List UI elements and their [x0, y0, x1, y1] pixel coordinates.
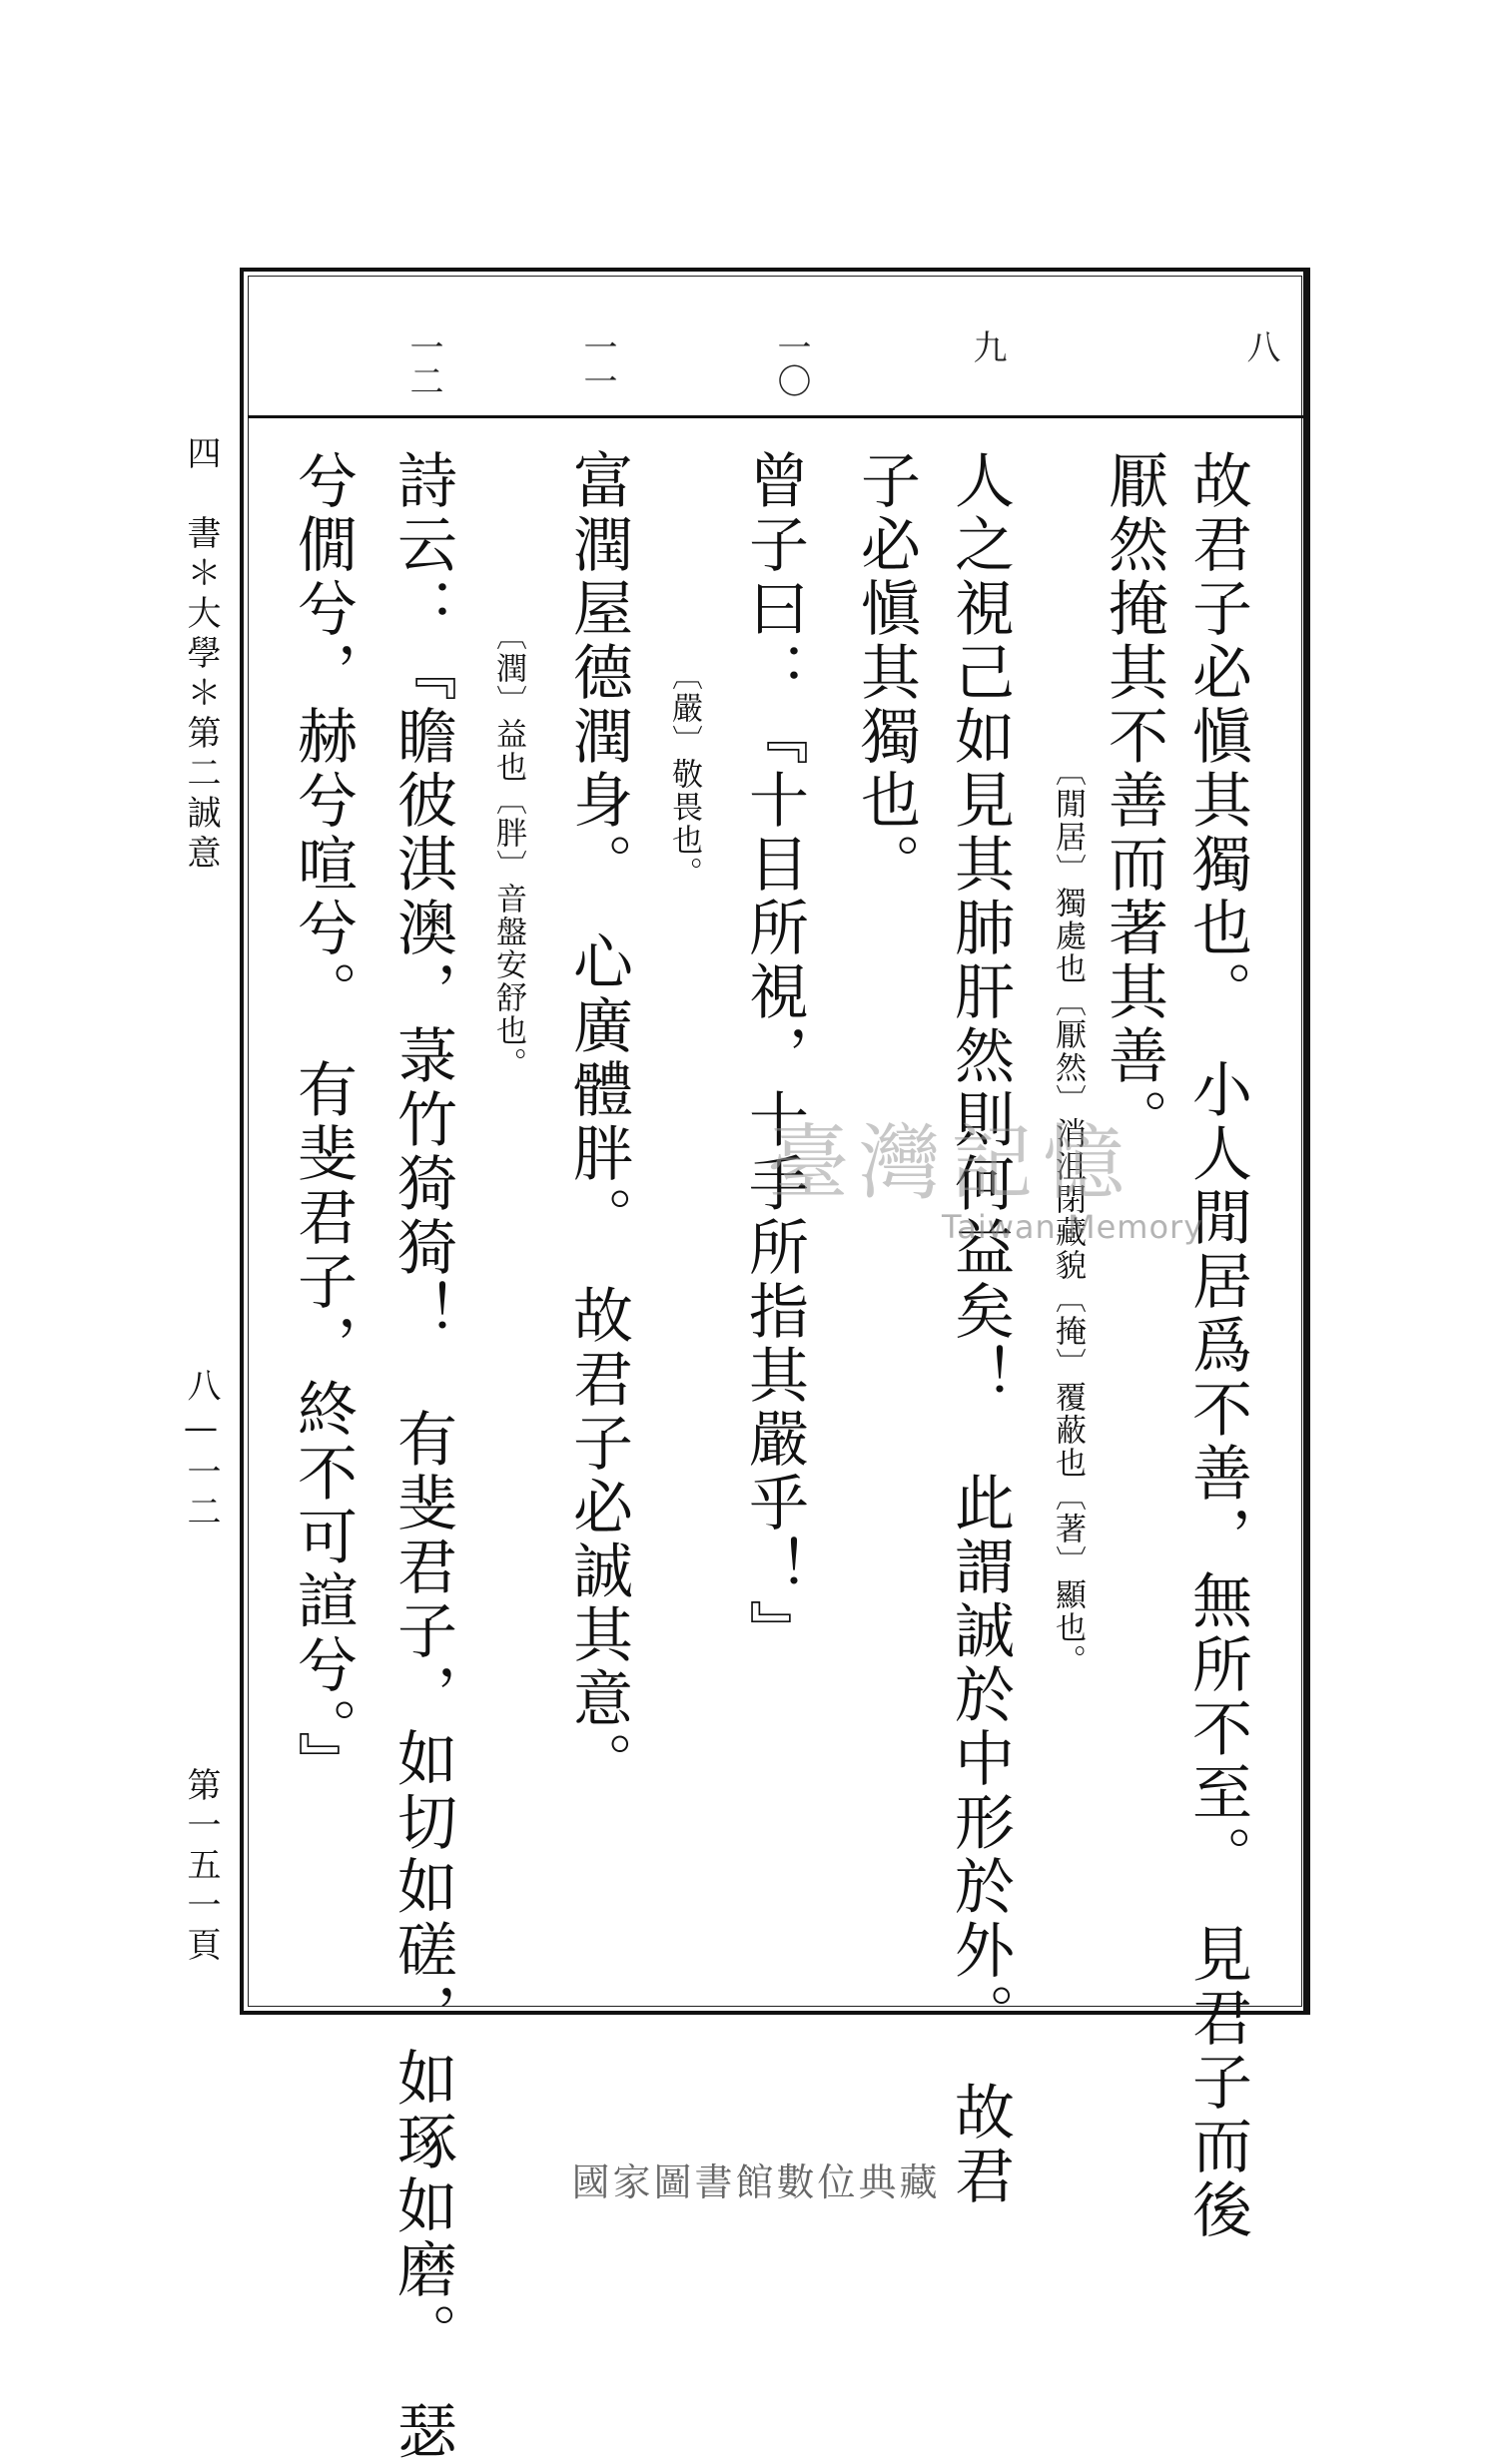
annotation-note: 〔潤〕益也〔胖〕音盤安舒也。 [490, 619, 526, 1080]
annotation-note: 〔嚴〕敬畏也。 [666, 659, 702, 890]
annotation-note: 〔閒居〕獨處也〔厭然〕消沮閉藏貌〔掩〕覆蔽也〔著〕顯也。 [1050, 755, 1086, 1677]
body-line: 詩云：『瞻彼淇澳，菉竹猗猗！ 有斐君子，如切如磋，如琢如磨。 瑟 [387, 449, 457, 2464]
body-line: 厭然掩其不善而著其善。 [1099, 449, 1168, 1152]
watermark-logo [767, 1098, 1206, 1278]
body-line: 子必愼其獨也。 [851, 449, 921, 897]
body-line: 富潤屋德潤身。 心廣體胖。 故君子必誠其意。 [563, 449, 633, 1795]
body-line: 曾子曰：『十目所視，十手所指其嚴乎！』 [739, 449, 809, 1663]
header-number: 一一 [577, 329, 617, 397]
section-number: 八—一二 [181, 1368, 221, 1534]
header-number: 九 [967, 329, 1007, 363]
running-title: 四 書＊大學＊第二誠意 [181, 435, 221, 875]
header-number: 八 [1240, 329, 1280, 363]
header-number: 一〇 [771, 329, 811, 397]
header-band-rule [248, 415, 1303, 418]
watermark-title: 臺灣記憶 [767, 1116, 1135, 1211]
watermark-subtitle: Taiwan Memory [942, 1208, 1204, 1246]
body-line: 人之視己如見其肺肝然則何益矣！ 此謂誠於中形於外。 故君 [945, 449, 1015, 2208]
page-number: 第一五一頁 [181, 1767, 221, 1967]
body-line: 兮僩兮，赫兮喧兮。 有斐君子，終不可諠兮。』 [288, 449, 358, 1795]
body-line: 故君子必愼其獨也。 小人閒居爲不善，無所不至。 見君子而後 [1182, 449, 1252, 2242]
footer-credit: 國家圖書館數位典藏 [571, 2160, 941, 2204]
header-number: 一二 [403, 329, 443, 397]
